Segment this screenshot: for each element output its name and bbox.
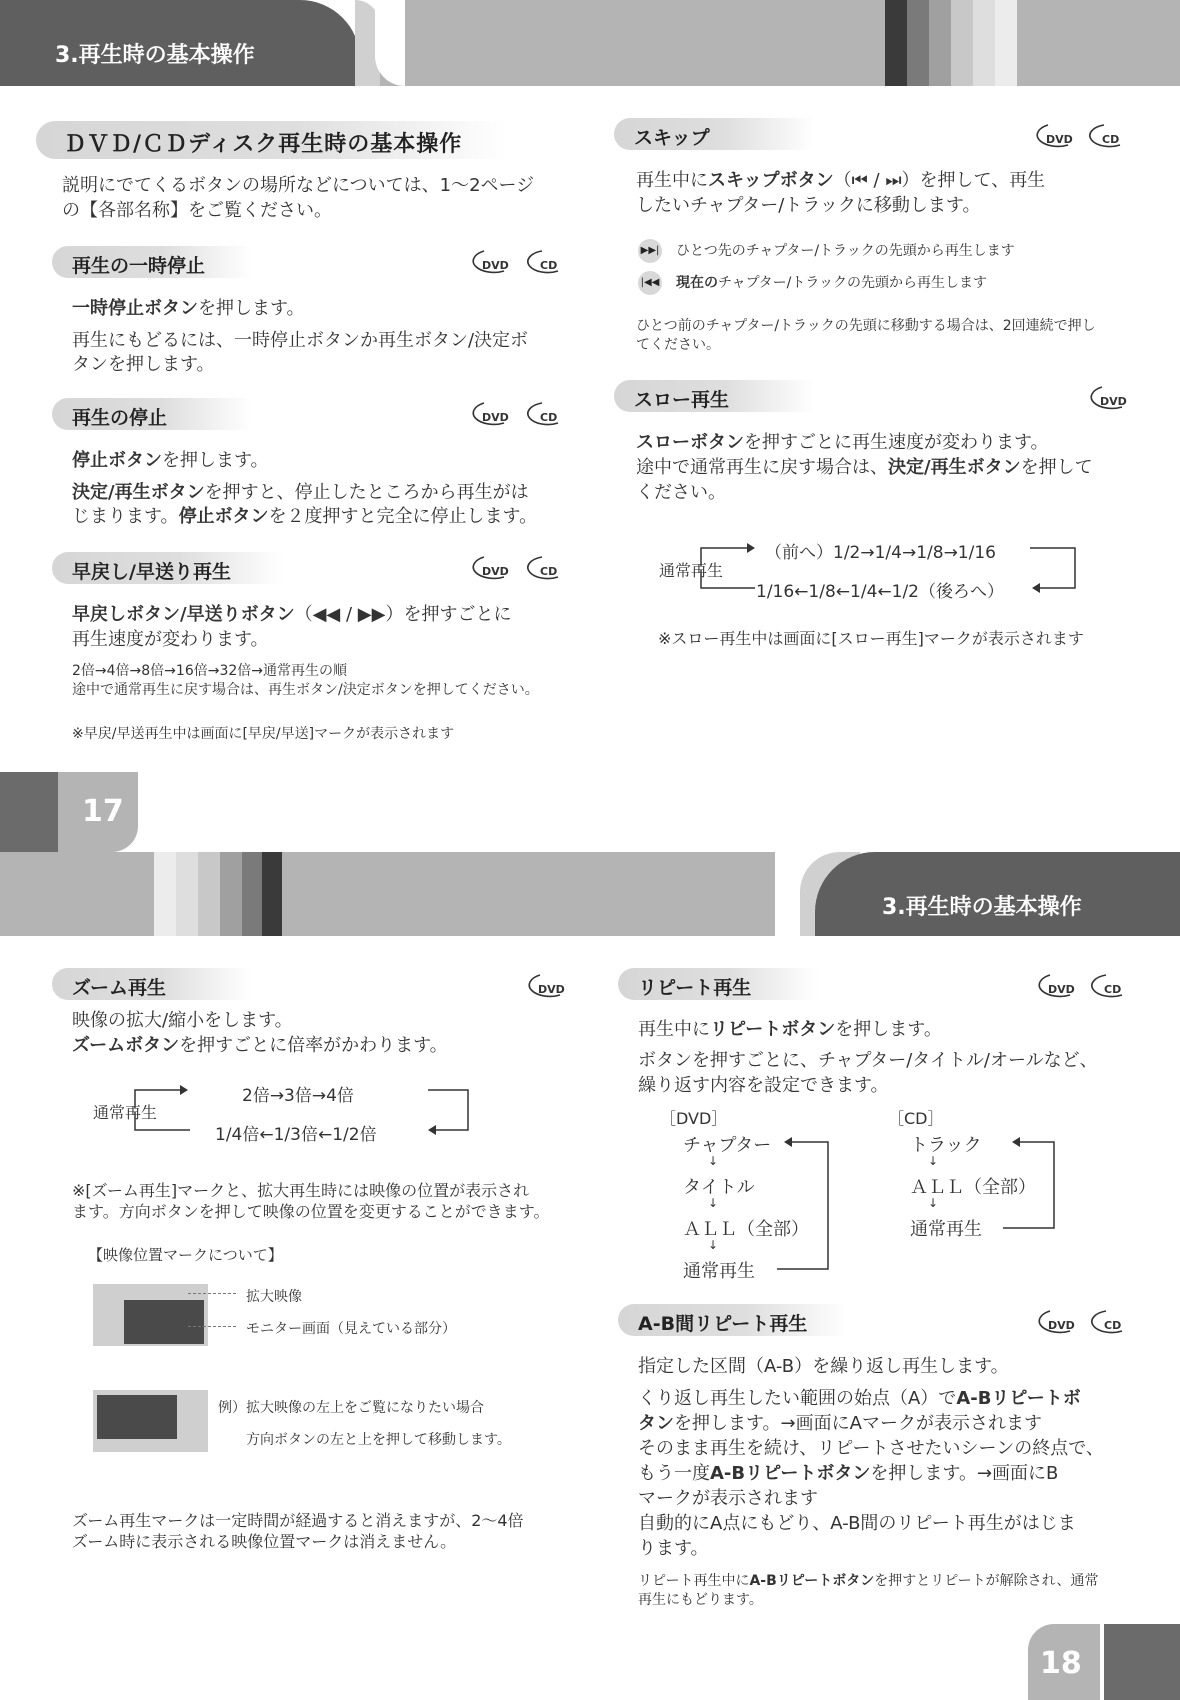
rewind-section-header	[52, 552, 282, 584]
dvd-badge	[1024, 122, 1074, 150]
svg-text:CD: CD	[540, 411, 558, 424]
repeat-dvd-item: 通常再生	[683, 1261, 755, 1282]
chapter-title: 3.再生時の基本操作	[55, 43, 255, 68]
dvd-disc-icon	[1026, 972, 1076, 1000]
cd-disc-icon	[518, 248, 562, 276]
repeat-dvd-item: タイトル	[683, 1177, 755, 1198]
svg-text:DVD: DVD	[482, 565, 509, 578]
ab-line4: そのまま再生を続け、リピートさせたいシーンの終点で、	[638, 1438, 1104, 1459]
skip-prev-desc: 現在のチャプター/トラックの先頭から再生します	[676, 275, 988, 291]
dvd-disc-icon	[1026, 1308, 1076, 1336]
intro-line: の【各部名称】をご覧ください。	[62, 200, 332, 221]
main-title: ＤＶＤ/ＣＤディスク再生時の基本操作	[64, 132, 463, 157]
skip-title: スキップ	[634, 127, 710, 149]
page17-number-tab	[0, 772, 58, 852]
cd-badge	[518, 248, 562, 276]
dvd-disc-icon	[460, 554, 510, 582]
cd-badge	[1082, 972, 1126, 1000]
rewind-note: 途中で通常再生に戻す場合は、再生ボタン/決定ボタンを押してください。	[72, 682, 539, 698]
dvd-badge	[1078, 384, 1128, 412]
skip-line2: したいチャプター/トラックに移動します。	[636, 195, 981, 216]
repeat-section-header	[618, 968, 818, 1000]
stop-line1: 停止ボタンを押します。	[72, 450, 269, 471]
page18-header	[0, 852, 1180, 936]
svg-text:DVD: DVD	[1046, 133, 1073, 146]
intro-line: 説明にでてくるボタンの場所などについては、1〜2ページ	[62, 175, 535, 196]
zoom-diagram-top: 2倍→3倍→4倍	[242, 1086, 354, 1106]
down-arrow: ↓	[708, 1154, 719, 1168]
repeat-cd-item: ＡＬＬ（全部）	[910, 1177, 1036, 1198]
ab-line3: タンを押します。→画面にAマークが表示されます	[638, 1413, 1042, 1434]
page17-header	[0, 0, 1180, 86]
monitor-screen-mark	[124, 1300, 204, 1344]
dvd-badge	[1026, 1308, 1076, 1336]
slow-diagram-bottom: 1/16←1/8←1/4←1/2（後ろへ）	[756, 582, 1004, 602]
zoom-footer: ズーム時に表示される映像位置マークは消えません。	[72, 1532, 457, 1551]
repeat-cd-item: 通常再生	[910, 1219, 982, 1240]
repeat-dvd-item: チャプター	[683, 1135, 772, 1156]
main-section-header	[36, 121, 506, 159]
down-arrow: ↓	[708, 1196, 719, 1210]
repeat-cd-label: ［CD］	[888, 1109, 944, 1128]
down-arrow: ↓	[928, 1154, 939, 1168]
dvd-disc-icon	[1024, 122, 1074, 150]
dvd-badge	[460, 400, 510, 428]
cd-badge	[1080, 122, 1124, 150]
page-number: 17	[82, 794, 124, 829]
svg-text:CD: CD	[540, 565, 558, 578]
cd-badge	[518, 400, 562, 428]
repeat-dvd-loop-arrow	[772, 1130, 842, 1280]
repeat-line1: 再生中にリピートボタンを押します。	[638, 1019, 942, 1040]
ab-line7: 自動的にA点にもどり、A-B間のリピート再生がはじま	[638, 1513, 1076, 1534]
svg-text:DVD: DVD	[538, 983, 565, 996]
ab-section-header	[618, 1304, 848, 1336]
dvd-disc-icon	[516, 972, 566, 1000]
repeat-dvd-item: ＡＬＬ（全部）	[683, 1219, 809, 1240]
zoom-diagram-bottom: 1/4倍←1/3倍←1/2倍	[215, 1125, 377, 1145]
ab-note: 再生にもどります。	[638, 1592, 763, 1608]
cd-disc-icon	[518, 554, 562, 582]
repeat-line2: ボタンを押すごとに、チャプター/タイトル/オールなど、	[638, 1050, 1098, 1071]
repeat-title: リピート再生	[638, 977, 752, 999]
slow-note: ※スロー再生中は画面に[スロー再生]マークが表示されます	[658, 629, 1084, 648]
zoom-note: ※[ズーム再生]マークと、拡大再生時には映像の位置が表示され	[72, 1181, 530, 1200]
cd-disc-icon	[1082, 972, 1126, 1000]
slow-speed-diagram	[655, 538, 1085, 602]
repeat-line3: 繰り返す内容を設定できます。	[638, 1075, 889, 1096]
slow-line1: スローボタンを押すごとに再生速度が変わります。	[636, 432, 1049, 453]
label-enlarged: 拡大映像	[246, 1289, 302, 1305]
skip-note: てください。	[636, 337, 720, 353]
rewind-line2: 再生速度が変わります。	[72, 629, 269, 650]
skip-note: ひとつ前のチャプター/トラックの先頭に移動する場合は、2回連続で押し	[636, 318, 1096, 334]
slow-line2: 途中で通常再生に戻す場合は、決定/再生ボタンを押して	[636, 457, 1093, 478]
cd-disc-icon	[518, 400, 562, 428]
repeat-cd-item: トラック	[910, 1135, 982, 1156]
dvd-badge	[516, 972, 566, 1000]
dvd-badge	[460, 554, 510, 582]
ab-note: リピート再生中にA-Bリピートボタンを押すとリピートが解除され、通常	[638, 1573, 1099, 1589]
rewind-title: 早戻し/早送り再生	[72, 561, 231, 583]
rewind-note: 2倍→4倍→8倍→16倍→32倍→通常再生の順	[72, 663, 348, 679]
svg-text:CD: CD	[540, 259, 558, 272]
pause-section-header	[52, 246, 252, 278]
zoom-line2: ズームボタンを押すごとに倍率がかわります。	[72, 1035, 448, 1056]
rewind-note: ※早戻/早送再生中は画面に[早戻/早送]マークが表示されます	[72, 726, 455, 742]
dvd-badge	[1026, 972, 1076, 1000]
stop-section-header	[52, 398, 252, 430]
ab-line8: ります。	[638, 1538, 709, 1559]
rewind-line1: 早戻しボタン/早送りボタン（◀◀ / ▶▶）を押すごとに	[72, 604, 512, 625]
zoom-diagram-start: 通常再生	[93, 1103, 158, 1122]
svg-text:CD: CD	[1102, 133, 1120, 146]
ab-line2: くり返し再生したい範囲の始点（A）でA-Bリピートボ	[638, 1388, 1081, 1409]
svg-text:DVD: DVD	[1100, 395, 1127, 408]
svg-text:CD: CD	[1104, 1319, 1122, 1332]
example-line: 方向ボタンの左と上を押して移動します。	[246, 1432, 511, 1448]
dvd-disc-icon	[460, 248, 510, 276]
svg-text:CD: CD	[1104, 983, 1122, 996]
pause-line1: 一時停止ボタンを押します。	[72, 298, 305, 319]
label-monitor: モニター画面（見えている部分）	[246, 1321, 456, 1337]
zoom-line1: 映像の拡大/縮小をします。	[72, 1010, 293, 1031]
skip-prev-icon: |◀◀	[638, 271, 662, 295]
down-arrow: ↓	[708, 1238, 719, 1252]
dvd-badge	[460, 248, 510, 276]
example-line: 例）拡大映像の左上をご覧になりたい場合	[218, 1400, 484, 1416]
cd-disc-icon	[1082, 1308, 1126, 1336]
slow-section-header	[614, 380, 814, 412]
chapter-title: 3.再生時の基本操作	[882, 895, 1082, 920]
slow-line3: ください。	[636, 482, 726, 503]
zoom-footer: ズーム再生マークは一定時間が経過すると消えますが、2〜4倍	[72, 1511, 524, 1530]
svg-text:DVD: DVD	[1048, 983, 1075, 996]
position-mark-title: 【映像位置マークについて】	[88, 1246, 283, 1264]
dvd-disc-icon	[1078, 384, 1128, 412]
down-arrow: ↓	[928, 1196, 939, 1210]
pause-title: 再生の一時停止	[72, 255, 206, 277]
stop-line3: じまります。停止ボタンを２度押すと完全に停止します。	[72, 506, 538, 527]
cd-badge	[518, 554, 562, 582]
repeat-dvd-label: ［DVD］	[660, 1109, 728, 1128]
cd-badge	[1082, 1308, 1126, 1336]
ab-line1: 指定した区間（A-B）を繰り返し再生します。	[638, 1356, 1009, 1377]
cd-disc-icon	[1080, 122, 1124, 150]
zoom-scale-diagram	[90, 1080, 480, 1145]
ab-line5: もう一度A-Bリピートボタンを押します。→画面にB	[638, 1463, 1059, 1484]
svg-text:DVD: DVD	[1048, 1319, 1075, 1332]
dvd-disc-icon	[460, 400, 510, 428]
skip-next-icon: ▶▶|	[638, 239, 662, 263]
pause-line3: タンを押します。	[72, 354, 215, 375]
zoom-note: ます。方向ボタンを押して映像の位置を変更することができます。	[72, 1202, 550, 1221]
skip-next-desc: ひとつ先のチャプター/トラックの先頭から再生します	[676, 243, 1015, 259]
svg-text:DVD: DVD	[482, 259, 509, 272]
skip-line1: 再生中にスキップボタン（⏮ / ⏭）を押して、再生	[636, 170, 1046, 191]
monitor-screen-mark	[97, 1395, 177, 1439]
page-number: 18	[1040, 1646, 1082, 1681]
pause-line2: 再生にもどるには、一時停止ボタンか再生ボタン/決定ボ	[72, 330, 529, 351]
slow-diagram-top: （前へ）1/2→1/4→1/8→1/16	[765, 543, 996, 563]
slow-title: スロー再生	[634, 389, 730, 411]
repeat-cd-loop-arrow	[1000, 1130, 1070, 1240]
zoom-title: ズーム再生	[72, 977, 167, 999]
ab-line6: マークが表示されます	[638, 1488, 818, 1509]
zoom-section-header	[52, 968, 252, 1000]
svg-text:DVD: DVD	[482, 411, 509, 424]
ab-title: A-B間リピート再生	[638, 1313, 808, 1335]
skip-section-header	[614, 118, 814, 150]
stop-line2: 決定/再生ボタンを押すと、停止したところから再生がは	[72, 482, 529, 503]
stop-title: 再生の停止	[72, 407, 168, 429]
slow-diagram-start: 通常再生	[659, 561, 724, 580]
